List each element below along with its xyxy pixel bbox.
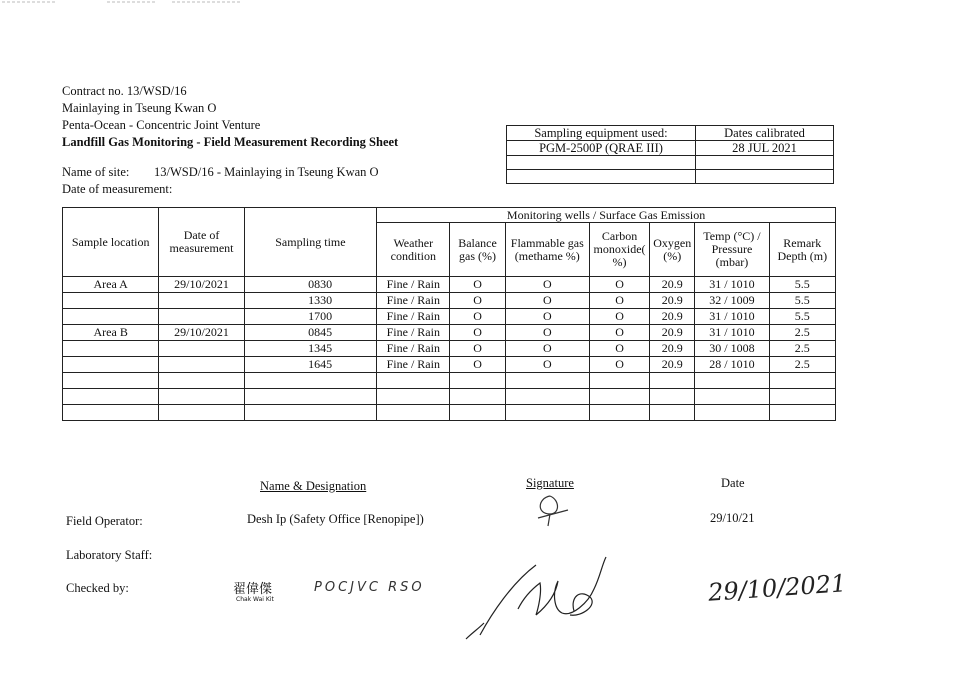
site-info <box>62 164 379 198</box>
equipment-table <box>506 125 834 184</box>
cell-remark: 2.5 <box>769 341 835 357</box>
table-row <box>63 293 836 309</box>
document-header <box>62 83 398 151</box>
cell-weather <box>377 373 450 389</box>
cell-carbon <box>589 389 649 405</box>
cell-time: 1645 <box>244 357 376 373</box>
cell-carbon <box>589 405 649 421</box>
cell-balance: O <box>450 277 505 293</box>
table-row <box>63 309 836 325</box>
cell-location <box>63 357 159 373</box>
cell-weather: Fine / Rain <box>377 357 450 373</box>
cell-weather: Fine / Rain <box>377 309 450 325</box>
checked-by-date: 29/10/2021 <box>707 569 848 607</box>
cell-temp: 32 / 1009 <box>695 293 769 309</box>
header-weather: Weather condition <box>377 223 450 277</box>
cell-location <box>63 389 159 405</box>
checked-by-chop <box>233 583 274 603</box>
cell-location: Area A <box>63 277 159 293</box>
cell-weather: Fine / Rain <box>377 277 450 293</box>
cell-time: 1700 <box>244 309 376 325</box>
cell-balance: O <box>450 341 505 357</box>
cell-oxygen: 20.9 <box>650 357 695 373</box>
cell-flammable: O <box>505 309 589 325</box>
name-designation-header: Name & Designation <box>260 479 367 493</box>
cell-flammable <box>505 405 589 421</box>
laboratory-staff-label: Laboratory Staff: <box>66 548 153 562</box>
cell-weather: Fine / Rain <box>377 341 450 357</box>
table-row <box>63 277 836 293</box>
equipment-blank-cell <box>696 170 834 184</box>
cell-weather <box>377 405 450 421</box>
cell-balance: O <box>450 293 505 309</box>
cell-balance <box>450 373 505 389</box>
table-row <box>63 357 836 373</box>
cell-time <box>244 405 376 421</box>
cell-carbon <box>589 373 649 389</box>
cell-temp <box>695 373 769 389</box>
measurement-table <box>62 207 836 421</box>
cell-date <box>159 341 244 357</box>
cell-oxygen: 20.9 <box>650 277 695 293</box>
cell-time: 0830 <box>244 277 376 293</box>
table-row <box>63 325 836 341</box>
cell-remark: 5.5 <box>769 293 835 309</box>
cell-oxygen: 20.9 <box>650 293 695 309</box>
contractor-name: Penta-Ocean - Concentric Joint Venture <box>62 118 261 132</box>
table-row <box>63 389 836 405</box>
cell-remark: 2.5 <box>769 325 835 341</box>
cell-time: 1330 <box>244 293 376 309</box>
header-sampling-time: Sampling time <box>244 208 376 277</box>
cell-temp: 30 / 1008 <box>695 341 769 357</box>
cell-remark: 5.5 <box>769 277 835 293</box>
table-row <box>63 405 836 421</box>
cell-flammable: O <box>505 341 589 357</box>
cell-flammable: O <box>505 277 589 293</box>
cell-oxygen <box>650 373 695 389</box>
table-row <box>63 373 836 389</box>
cell-flammable <box>505 373 589 389</box>
header-oxygen: Oxygen (%) <box>650 223 695 277</box>
cell-oxygen <box>650 405 695 421</box>
cell-remark <box>769 373 835 389</box>
signature-header: Signature <box>526 476 574 490</box>
cell-flammable <box>505 389 589 405</box>
cell-remark: 2.5 <box>769 357 835 373</box>
checked-by-designation: POCJVC RSO <box>314 580 425 595</box>
cell-carbon: O <box>589 325 649 341</box>
cell-time: 1345 <box>244 341 376 357</box>
header-carbon-monoxide: Carbon monoxide( %) <box>589 223 649 277</box>
contract-number: Contract no. 13/WSD/16 <box>62 84 187 98</box>
cell-date <box>159 389 244 405</box>
site-name-value: 13/WSD/16 - Mainlaying in Tseung Kwan O <box>154 165 379 179</box>
cell-balance <box>450 389 505 405</box>
header-sample-location: Sample location <box>63 208 159 277</box>
cell-date <box>159 373 244 389</box>
header-temp-pressure: Temp (°C) / Pressure (mbar) <box>695 223 769 277</box>
cell-oxygen <box>650 389 695 405</box>
header-remark-depth: Remark Depth (m) <box>769 223 835 277</box>
cell-remark <box>769 389 835 405</box>
calibration-header: Dates calibrated <box>696 126 834 141</box>
cell-carbon: O <box>589 293 649 309</box>
cell-location <box>63 405 159 421</box>
cell-balance <box>450 405 505 421</box>
cell-flammable: O <box>505 325 589 341</box>
field-operator-signature <box>528 492 574 528</box>
cell-weather <box>377 389 450 405</box>
header-balance-gas: Balance gas (%) <box>450 223 505 277</box>
cell-weather: Fine / Rain <box>377 325 450 341</box>
cell-remark: 5.5 <box>769 309 835 325</box>
equipment-blank-cell <box>507 156 696 170</box>
field-operator-name: Desh Ip (Safety Office [Renopipe]) <box>247 512 424 526</box>
cell-oxygen: 20.9 <box>650 325 695 341</box>
checked-by-label: Checked by: <box>66 581 129 595</box>
project-name: Mainlaying in Tseung Kwan O <box>62 101 217 115</box>
cell-time <box>244 373 376 389</box>
header-flammable-gas: Flammable gas (methame %) <box>505 223 589 277</box>
cell-carbon: O <box>589 357 649 373</box>
cell-balance: O <box>450 325 505 341</box>
equipment-blank-cell <box>507 170 696 184</box>
cell-date <box>159 309 244 325</box>
cell-location <box>63 341 159 357</box>
cell-date <box>159 293 244 309</box>
cell-remark <box>769 405 835 421</box>
cell-date: 29/10/2021 <box>159 325 244 341</box>
field-operator-date: 29/10/21 <box>710 511 755 525</box>
cell-weather: Fine / Rain <box>377 293 450 309</box>
checked-by-chop-sub: Chak Wai Kit <box>236 596 274 603</box>
cell-temp <box>695 389 769 405</box>
equipment-header: Sampling equipment used: <box>507 126 696 141</box>
cell-date: 29/10/2021 <box>159 277 244 293</box>
header-date: Date of measurement <box>159 208 244 277</box>
scan-marks <box>2 0 262 4</box>
cell-location <box>63 373 159 389</box>
cell-temp: 31 / 1010 <box>695 309 769 325</box>
cell-oxygen: 20.9 <box>650 341 695 357</box>
cell-flammable: O <box>505 293 589 309</box>
cell-date <box>159 357 244 373</box>
cell-carbon: O <box>589 341 649 357</box>
cell-balance: O <box>450 357 505 373</box>
cell-temp: 31 / 1010 <box>695 325 769 341</box>
cell-temp: 28 / 1010 <box>695 357 769 373</box>
date-header: Date <box>721 476 745 490</box>
calibration-value: 28 JUL 2021 <box>696 141 834 156</box>
checked-by-chop-name: 翟偉傑 <box>233 582 273 597</box>
cell-flammable: O <box>505 357 589 373</box>
site-name-label: Name of site: <box>62 165 130 179</box>
cell-location <box>63 309 159 325</box>
date-of-measurement-label: Date of measurement: <box>62 182 173 196</box>
equipment-blank-cell <box>696 156 834 170</box>
cell-carbon: O <box>589 309 649 325</box>
cell-temp: 31 / 1010 <box>695 277 769 293</box>
checked-by-signature <box>462 553 622 643</box>
header-monitoring-group: Monitoring wells / Surface Gas Emission <box>377 208 836 223</box>
cell-carbon: O <box>589 277 649 293</box>
cell-balance: O <box>450 309 505 325</box>
cell-date <box>159 405 244 421</box>
cell-oxygen: 20.9 <box>650 309 695 325</box>
cell-location <box>63 293 159 309</box>
sheet-title: Landfill Gas Monitoring - Field Measurement Recording Sheet <box>62 135 399 149</box>
cell-location: Area B <box>63 325 159 341</box>
cell-time <box>244 389 376 405</box>
cell-temp <box>695 405 769 421</box>
table-row <box>63 341 836 357</box>
equipment-value: PGM-2500P (QRAE III) <box>507 141 696 156</box>
field-operator-label: Field Operator: <box>66 514 143 528</box>
cell-time: 0845 <box>244 325 376 341</box>
